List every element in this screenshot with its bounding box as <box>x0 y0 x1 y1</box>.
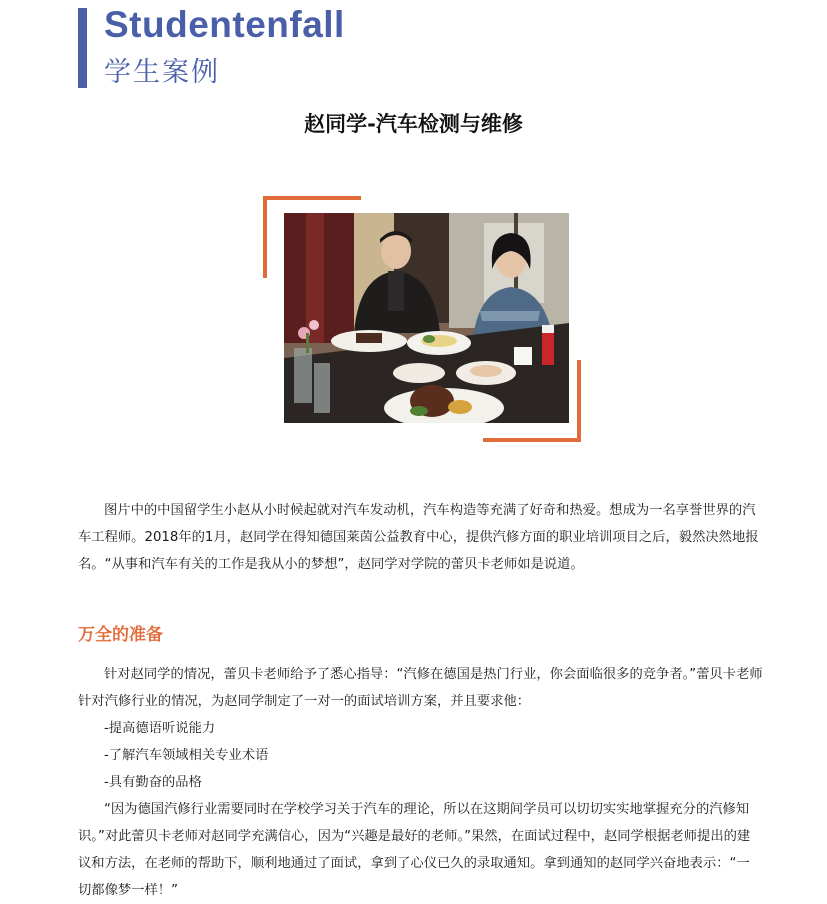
article-title: 赵同学-汽车检测与维修 <box>304 112 523 136</box>
list-item: -具有勤奋的品格 <box>104 775 202 790</box>
intro-paragraph: 图片中的中国留学生小赵从小时候起就对汽车发动机，汽车构造等充满了好奇和热爱。想成为一名享誉世界的汽车工程师。2018年的1月，赵同学在得知德国莱茵公益教育中心，提供汽修方面的职业培训项目之后，毅然决然地报名。“从事和汽车有关的工作是我从小的梦想”，赵同学对学院的蕾贝卡老师如是说道。 <box>78 503 759 572</box>
frame-corner-bottom-right-vertical <box>577 360 581 442</box>
frame-corner-top-left <box>263 196 361 200</box>
frame-corner-top-left-vertical <box>263 196 267 278</box>
requirements-list <box>104 715 268 796</box>
photo-frame <box>263 196 581 442</box>
list-item: -提高德语听说能力 <box>104 721 216 736</box>
frame-corner-bottom-right <box>483 438 581 442</box>
result-paragraph: “因为德国汽修行业需要同时在学校学习关于汽车的理论，所以在这期间学员可以切切实实地掌握充分的汽修知识。”对此蕾贝卡老师对赵同学充满信心，因为“兴趣是最好的老师。”果然，在面试过程中，赵同学根据老师提出的建议和方法，在老师的帮助下，顺利地通过了面试，拿到了心仪已久的录取通知。拿到通知的赵同学兴奋地表示：“一切都像梦一样！” <box>78 802 751 898</box>
student-dinner-photo <box>284 213 569 423</box>
guidance-paragraph: 针对赵同学的情况，蕾贝卡老师给予了悉心指导：“汽修在德国是热门行业，你会面临很多的竞争者。”蕾贝卡老师针对汽修行业的情况，为赵同学制定了一对一的面试培训方案，并且要求他： <box>78 667 763 709</box>
section-heading: 万全的准备 <box>78 625 163 645</box>
header-accent-bar <box>78 8 87 88</box>
header-title: Studentenfall <box>104 4 345 45</box>
list-item: -了解汽车领域相关专业术语 <box>104 748 269 763</box>
header-subtitle: 学生案例 <box>104 57 220 88</box>
